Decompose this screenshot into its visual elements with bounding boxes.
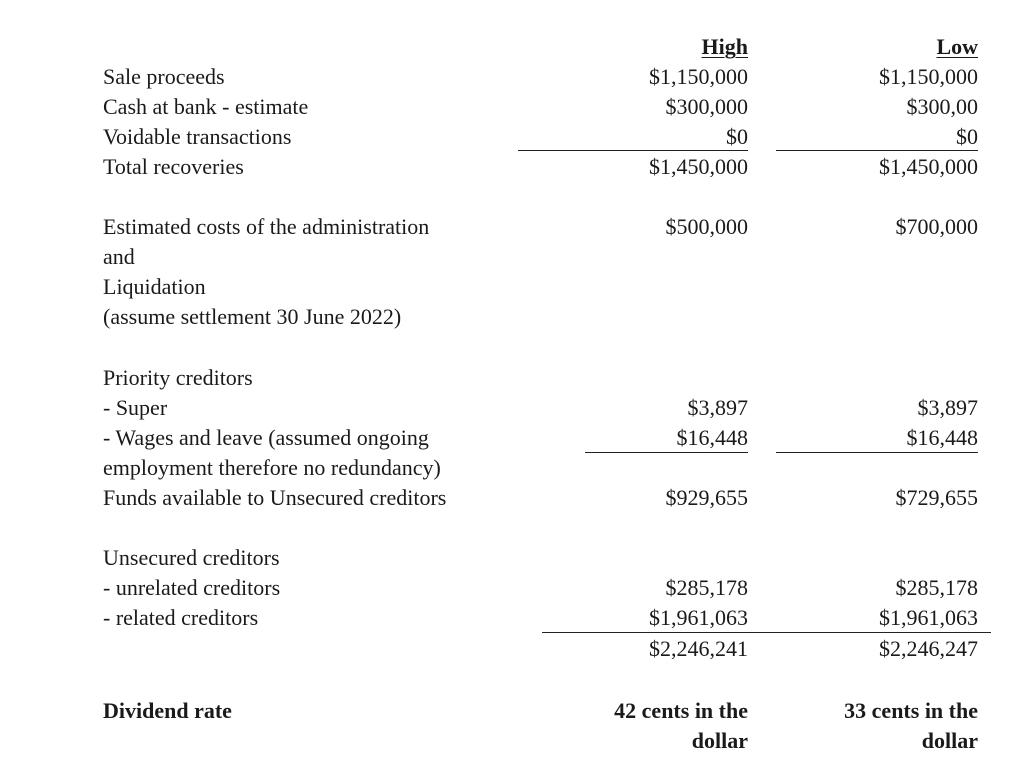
admin-costs-label-line2: and — [103, 244, 135, 269]
admin-costs-label-line4: (assume settlement 30 June 2022) — [103, 304, 402, 329]
sale-proceeds-label: Sale proceeds — [103, 64, 225, 89]
wages-label-line2: employment therefore no redundancy) — [103, 455, 441, 480]
related-creditors-low: $1,961,063 — [879, 605, 978, 630]
unrelated-creditors-low: $285,178 — [895, 575, 978, 600]
total-recoveries-low: $1,450,000 — [879, 154, 978, 179]
funds-available-high: $929,655 — [665, 485, 748, 510]
admin-costs-high: $500,000 — [665, 214, 748, 239]
header-low: Low — [936, 34, 978, 59]
total-recoveries-high: $1,450,000 — [649, 154, 748, 179]
dividend-rate-high-line2: dollar — [691, 728, 748, 753]
unsecured-total-high: $2,246,241 — [649, 636, 748, 661]
sale-proceeds-low: $1,150,000 — [879, 64, 978, 89]
related-creditors-label: - related creditors — [103, 605, 259, 630]
voidable-transactions-low: $0 — [956, 124, 978, 149]
sale-proceeds-high: $1,150,000 — [649, 64, 748, 89]
voidable-transactions-high: $0 — [726, 124, 748, 149]
admin-costs-label-line3: Liquidation — [103, 274, 206, 299]
wages-high: $16,448 — [676, 425, 748, 450]
funds-available-low: $729,655 — [895, 485, 978, 510]
unsecured-total-low: $2,246,247 — [879, 636, 978, 661]
priority-creditors-heading: Priority creditors — [103, 365, 253, 390]
priority-rule-low — [776, 452, 978, 453]
unsecured-creditors-heading: Unsecured creditors — [103, 545, 280, 570]
wages-low: $16,448 — [906, 425, 978, 450]
subtotal-rule-low — [776, 150, 978, 151]
unrelated-creditors-label: - unrelated creditors — [103, 575, 281, 600]
dividend-rate-label: Dividend rate — [103, 698, 232, 723]
voidable-transactions-label: Voidable transactions — [103, 124, 292, 149]
subtotal-rule-high — [518, 150, 748, 151]
priority-rule-high — [585, 452, 748, 453]
related-creditors-high: $1,961,063 — [649, 605, 748, 630]
super-low: $3,897 — [917, 395, 978, 420]
dividend-rate-low-line2: dollar — [921, 728, 978, 753]
unrelated-creditors-high: $285,178 — [665, 575, 748, 600]
admin-costs-low: $700,000 — [895, 214, 978, 239]
cash-at-bank-low: $300,00 — [906, 94, 978, 119]
header-high: High — [701, 34, 748, 59]
super-label: - Super — [103, 395, 168, 420]
admin-costs-label-line1: Estimated costs of the administration — [103, 214, 430, 239]
dividend-rate-low-line1: 33 cents in the — [844, 698, 978, 723]
wages-label-line1: - Wages and leave (assumed ongoing — [103, 425, 429, 450]
funds-available-label: Funds available to Unsecured creditors — [103, 485, 447, 510]
super-high: $3,897 — [687, 395, 748, 420]
total-recoveries-label: Total recoveries — [103, 154, 244, 179]
cash-at-bank-high: $300,000 — [665, 94, 748, 119]
cash-at-bank-label: Cash at bank - estimate — [103, 94, 309, 119]
unsecured-total-rule — [542, 632, 991, 633]
dividend-rate-high-line1: 42 cents in the — [614, 698, 748, 723]
